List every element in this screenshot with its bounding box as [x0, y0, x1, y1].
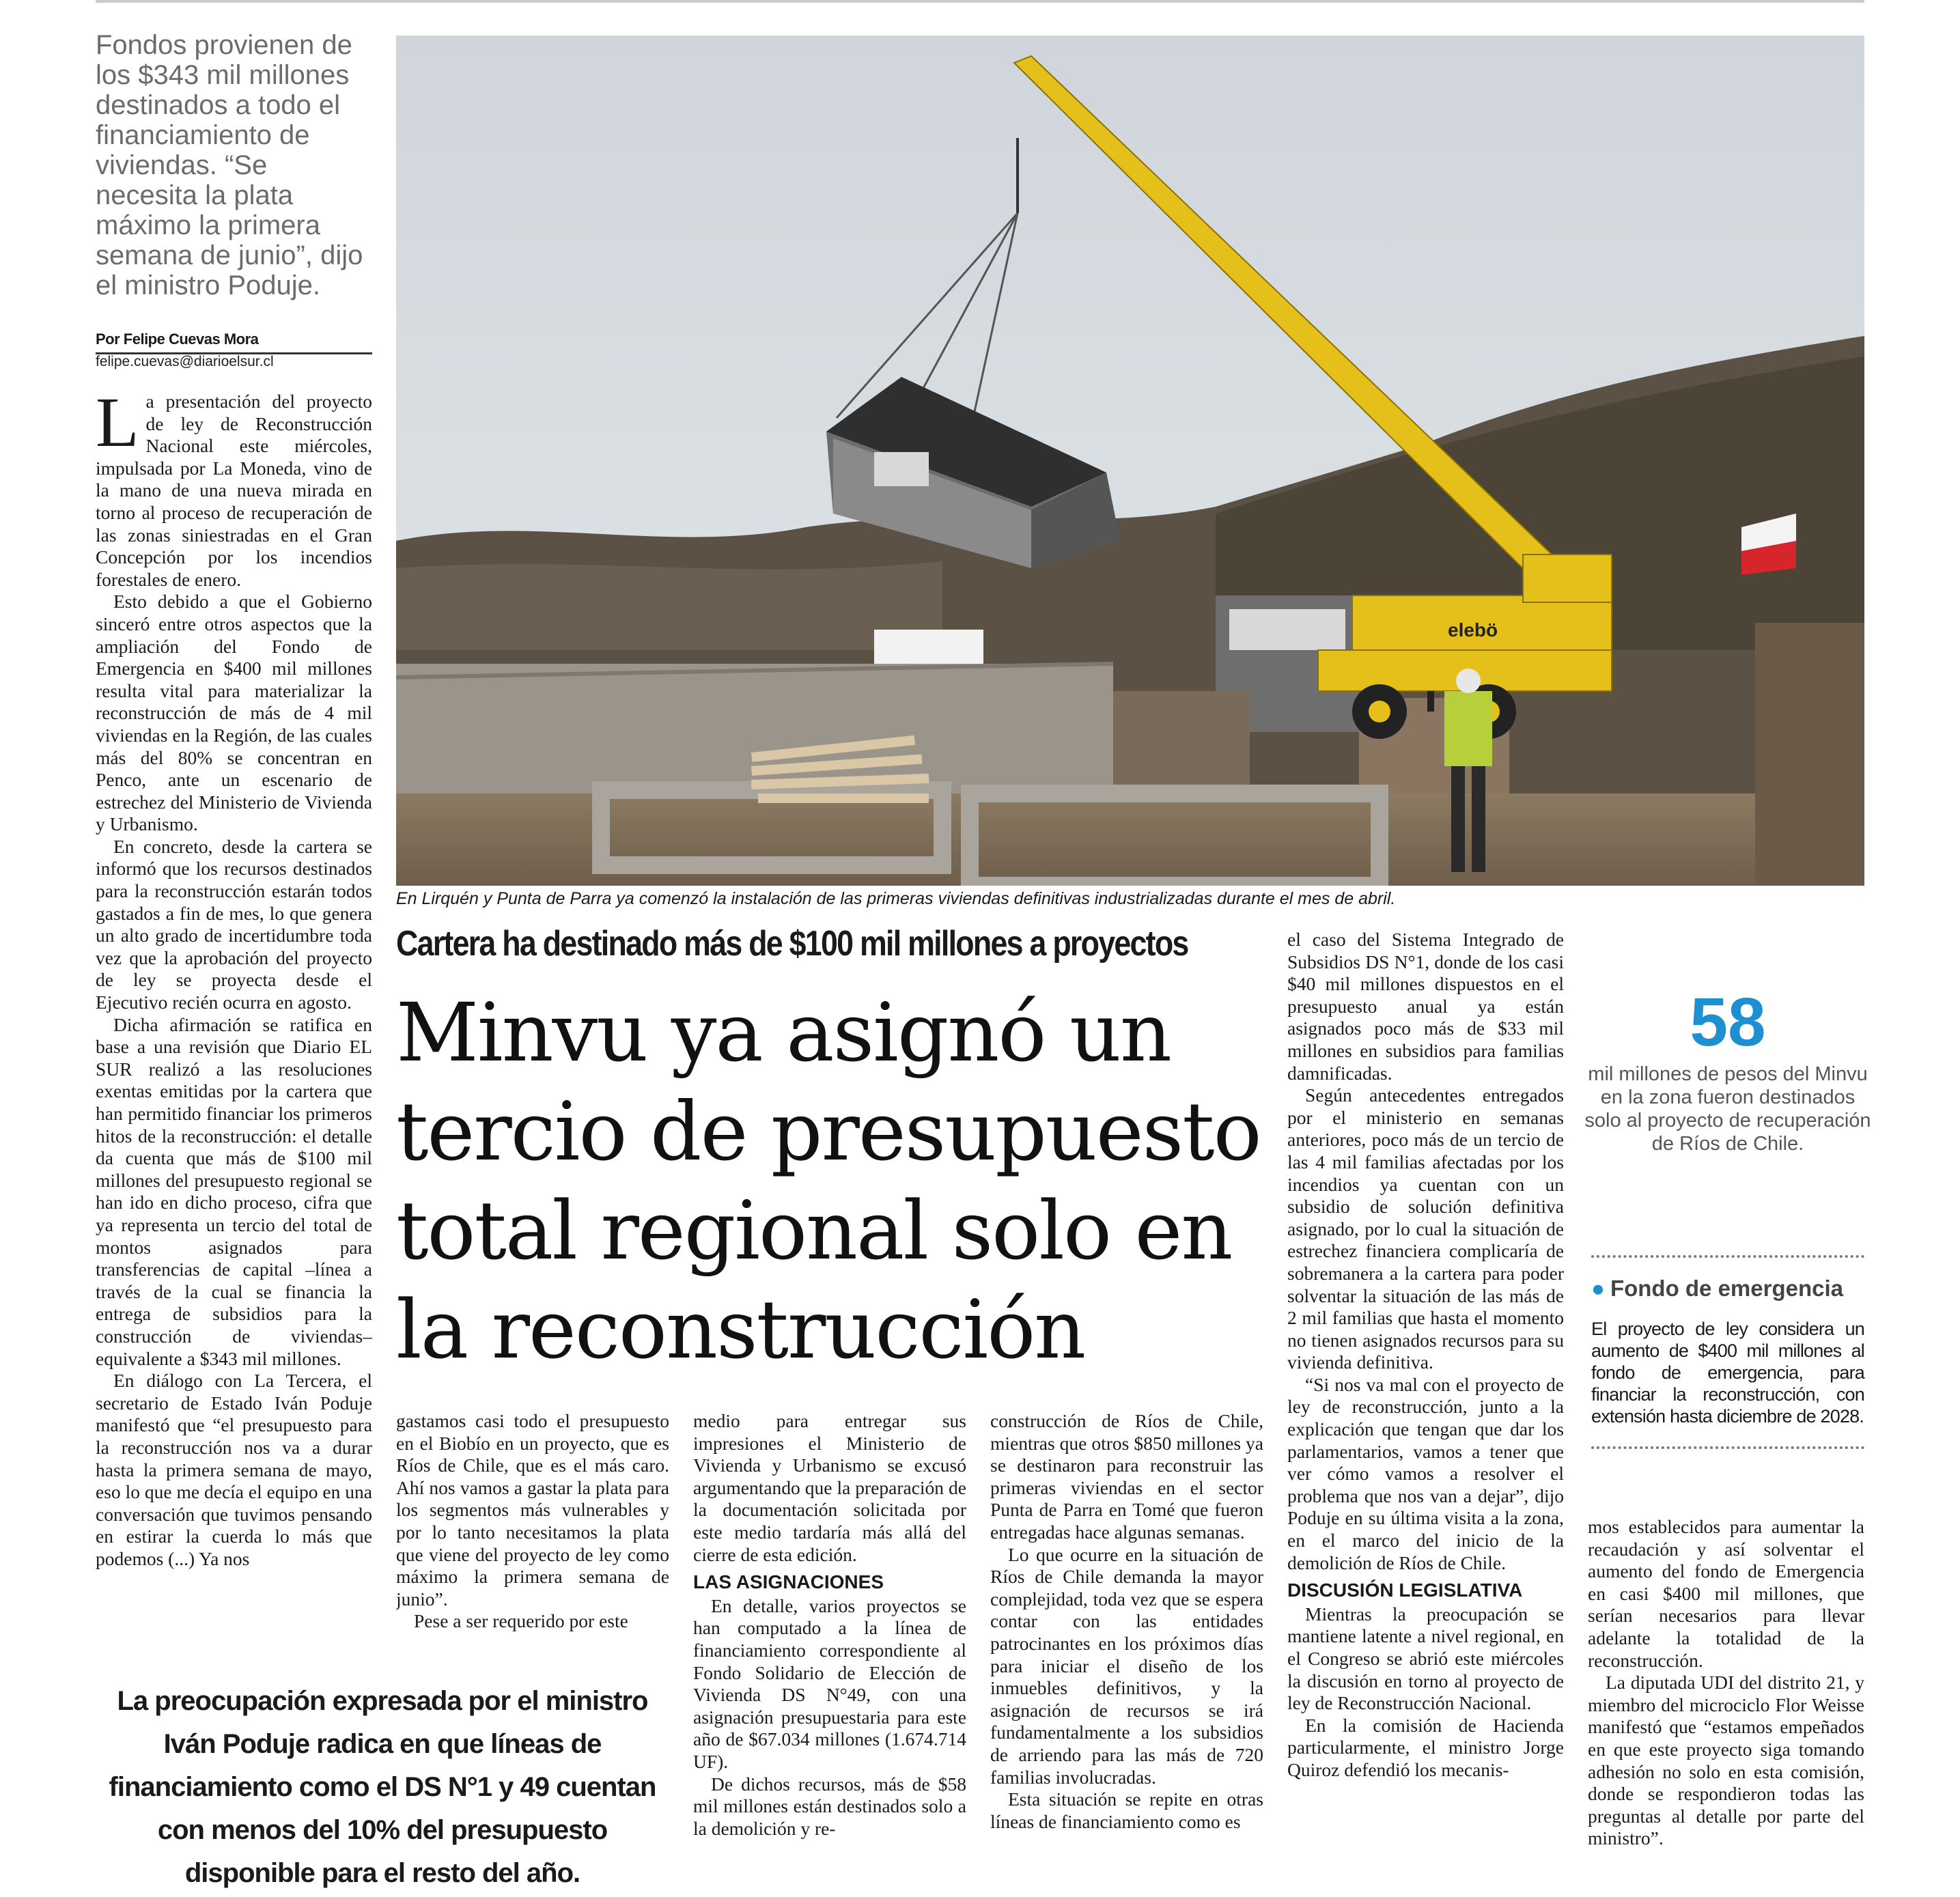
- subhead-asignaciones: LAS ASIGNACIONES: [693, 1571, 884, 1593]
- kicker: Cartera ha destinado más de $100 mil millones a proyectos: [396, 924, 1188, 964]
- factbox-text: El proyecto de ley considera un aumento de $400 mil millones al fondo de emergencia, para financiar la reconstrucción, con extensión hasta diciembre de 2028.: [1591, 1319, 1864, 1427]
- fact-number-text: mil millones de pesos del Minvu en la zona fueron destinados solo al proyecto de recuperación de Ríos de Chile.: [1584, 1063, 1871, 1155]
- byline: [96, 331, 372, 354]
- pull-quote: La preocupación expresada por el ministro Iván Poduje radica en que líneas de financiamiento como el DS N°1 y 49 cuentan con menos del 10% del presupuesto disponible para el resto del año.: [109, 1686, 656, 1888]
- article-column-1: La presentación del proyecto de ley de Reconstrucción Nacional este miércoles, impulsada por La Moneda, vino de la mano de una nueva mirada en torno al proceso de recuperación de las zonas siniestradas en el Gran Concepción por los incendios forestales de enero. Esto debido a que el Gobierno sinceró entre otros aspectos que la ampliación del Fondo de Emergencia en $400 mil millones resulta vital para materializar la reconstrucción de más de 4 mil viviendas en la Región, de las cuales más del 80% se concentran en Penco, ante un escenario de estrechez del Ministerio de Vivienda y Urbanismo. En concreto, desde la cartera se informó que los recursos destinados para la reconstrucción estarán todos gastados a fin de mes, lo que genera un alto grado de incertidumbre toda vez que la aprobación del proyecto de ley se proyecta desde el Ejecutivo recién ocurra en agosto. Dicha afirmación se ratifica en base a una revisión que Diario EL SUR realizó a las resoluciones exentas emitidas por la cartera que han permitido financiar los primeros hitos de la reconstrucción: el detalle da cuenta que más de $100 mil millones del presupuesto regional se han ido en dicho proceso, cifra que ya representa un tercio del total de montos asignados para transferencias de capital –línea a través de la cual se financia la entrega de subsidios para la construcción de viviendas– equivalente a $343 mil millones. En diálogo con La Tercera, el secretario de Estado Iván Poduje manifestó que “el presupuesto para la reconstrucción nos va a durar hasta la primera semana de mayo, eso lo que me decía el equipo en una conversación que tuvimos pensando en estirar la cuerda lo más que podemos (...) Ya nos: [96, 391, 372, 1569]
- headline: Minvu ya asignó un tercio de presupuesto total regional solo en la reconstrucción: [396, 985, 1261, 1377]
- page-top-rule: [96, 0, 1864, 3]
- dropcap: L: [96, 391, 139, 462]
- crane-brand-label: elebö: [1448, 619, 1498, 641]
- article-column-2: gastamos casi todo el presupuesto en el Biobío en un proyecto, que es Ríos de Chile, que es el más caro. Ahí nos vamos a gastar la plata para los segmentos más vulnerables y por lo tanto necesitamos la plata que viene del proyecto de ley como máximo la primera semana de junio”. Pese a ser requerido por este: [396, 1410, 669, 1632]
- article-column-6: mos establecidos para aumentar la recaudación y así solventar el aumento del fondo de Emergencia en casi $400 mil millones, que serían necesarios para llevar adelante la totalidad de la reconstrucción. La diputada UDI del distrito 21, y miembro del microciclo Flor Weisse manifestó que “estamos empeñados en que este proyecto siga tomando adhesión no solo en esta comisión, donde se respondieron todas las preguntas al detalle por parte del ministro”.: [1588, 1516, 1864, 1849]
- bullet-icon: ●: [1591, 1276, 1605, 1301]
- lead-summary: Fondos provienen de los $343 mil millones destinados a todo el financiamiento de viviendas. “Se necesita la plata máximo la primera semana de junio”, dijo el ministro Poduje.: [96, 30, 363, 300]
- article-column-4: construcción de Ríos de Chile, mientras que otros $850 millones ya se destinaron para reconstruir las primeras viviendas en el sector Punta de Parra en Tomé que fueron entregadas hace algunas semanas. Lo que ocurre en la situación de Ríos de Chile demanda la mayor complejidad, toda vez que se espera contar con las entidades patrocinantes en los próximos días para iniciar el diseño de los inmuebles definitivos, y la asignación de recursos se irá fundamentalmente a los subsidios de arriendo para las más de 720 familias involucradas. Esta situación se repite en otras líneas de financiamiento como es: [990, 1410, 1263, 1832]
- crane-photo: [396, 36, 1864, 886]
- divider-dotted-top: [1591, 1255, 1864, 1258]
- author-name: Por Felipe Cuevas Mora: [96, 331, 259, 348]
- subhead-discusion-legislativa: DISCUSIÓN LEGISLATIVA: [1287, 1579, 1523, 1601]
- photo-caption: En Lirquén y Punta de Parra ya comenzó la instalación de las primeras viviendas definitivas industrializadas durante el mes de abril.: [396, 889, 1396, 908]
- factbox-heading: ● Fondo de emergencia: [1591, 1276, 1844, 1301]
- fact-number: 58: [1690, 984, 1766, 1060]
- divider-dotted-bottom: [1591, 1446, 1864, 1449]
- article-column-3: medio para entregar sus impresiones el Ministerio de Vivienda y Urbanismo se excusó argumentando que la preparación de la documentación solicitada por este medio tardaría más allá del cierre de esta edición. LAS ASIGNACIONES En detalle, varios proyectos se han computado a la línea de financiamiento correspondiente al Fondo Solidario de Elección de Vivienda DS N°49, con una asignación presupuestaria para este año de $67.034 millones (1.674.714 UF). De dichos recursos, más de $58 mil millones están destinados solo a la demolición y re-: [693, 1410, 966, 1839]
- author-email: felipe.cuevas@diarioelsur.cl: [96, 354, 274, 369]
- article-column-5: el caso del Sistema Integrado de Subsidios DS N°1, donde de los casi $40 mil millones dispuestos en el presupuesto anual ya están asignados poco más de $33 mil millones en subsidios para familias damnificadas. Según antecedentes entregados por el ministerio en semanas anteriores, poco más de un tercio de las 4 mil familias afectadas por los incendios ya cuentan con un subsidio de solución definitiva asignado, por lo cual la situación de estrechez financiera complicaría de sobremanera a la cartera para poder solventar la situación de las más de 2 mil familias que hasta el momento no tienen asignados recursos para su vivienda definitiva. “Si nos va mal con el proyecto de ley de reconstrucción, junto a la explicación que tengan que dar los parlamentarios, vamos a tener que ver cómo vamos a resolver el problema que nos van a dejar”, dijo Poduje en su última visita a la zona, en el marco del inicio de la demolición de Ríos de Chile. DISCUSIÓN LEGISLATIVA Mientras la preocupación se mantiene latente a nivel regional, en el Congreso se abrió este miércoles la discusión en torno al proyecto de ley de Reconstrucción Nacional. En la comisión de Hacienda particularmente, el ministro Jorge Quiroz defendió los mecanis-: [1287, 929, 1564, 1780]
